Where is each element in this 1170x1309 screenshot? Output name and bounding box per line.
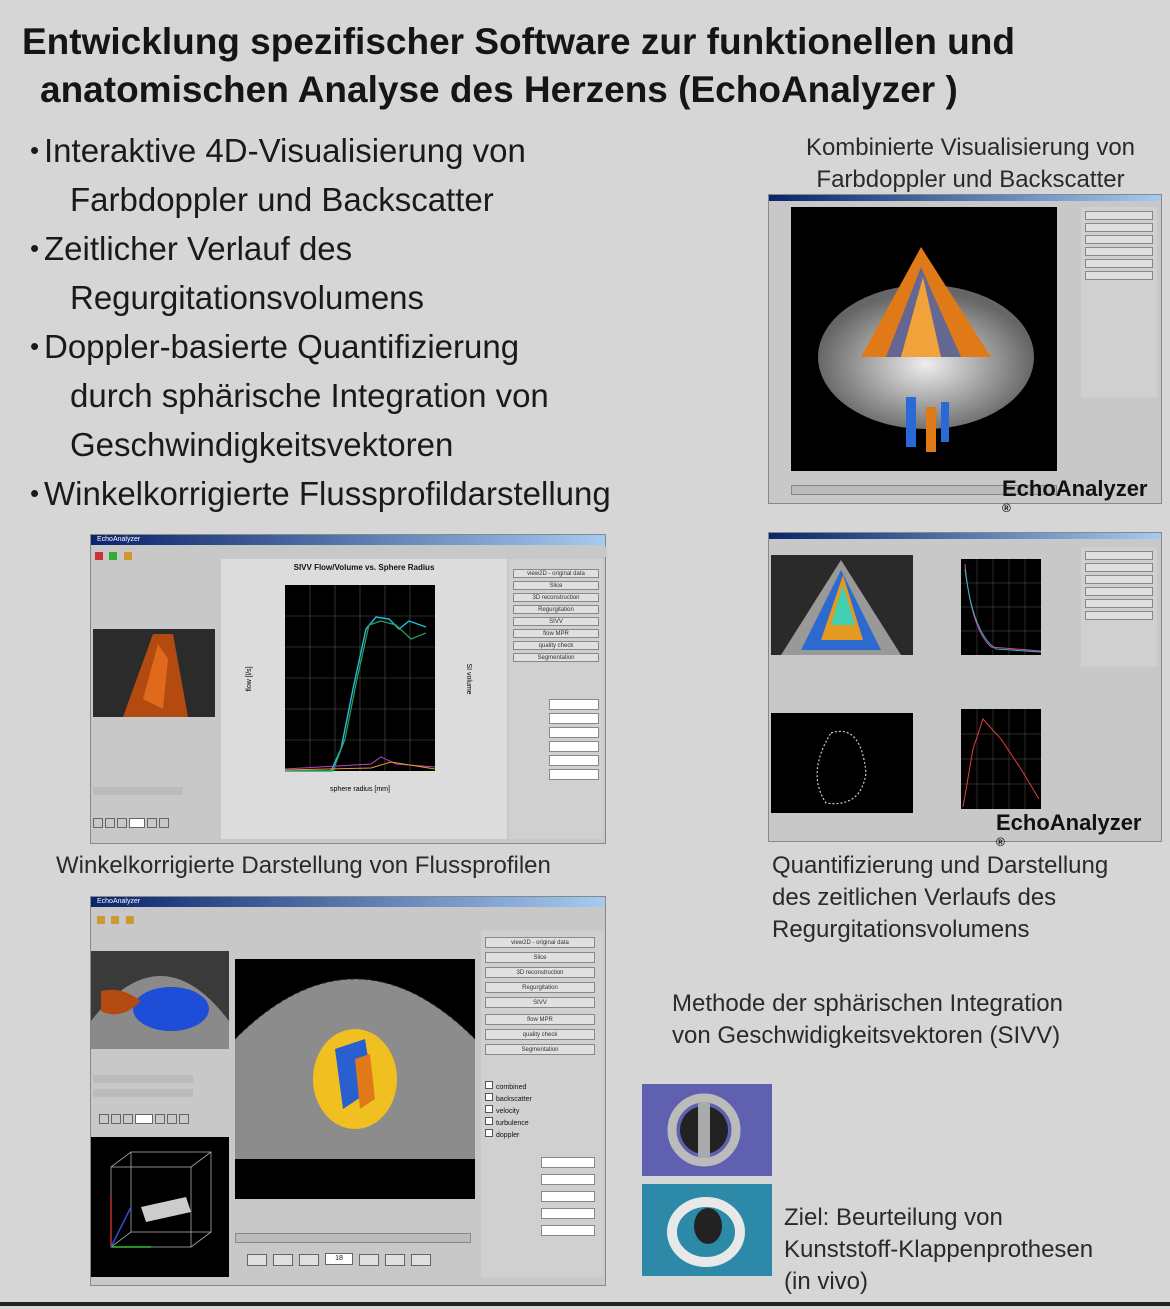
brand-logo-2: EchoAnalyzer ® bbox=[996, 810, 1142, 849]
regurgitation-button[interactable]: Regurgitation bbox=[513, 605, 599, 614]
chart-plot bbox=[221, 559, 507, 839]
window-titlebar: EchoAnalyzer bbox=[91, 897, 605, 907]
segmentation-button[interactable]: Segmentation bbox=[513, 653, 599, 662]
parameter-fields[interactable] bbox=[541, 1157, 595, 1267]
chart-panel bbox=[221, 559, 507, 839]
quality-check-button[interactable]: quality check bbox=[513, 641, 599, 650]
checkbox-turbulence[interactable]: turbulence bbox=[485, 1117, 532, 1129]
bullet-item: • Zeitlicher Verlauf des bbox=[30, 230, 353, 267]
sivv-button[interactable]: SIVV bbox=[485, 997, 595, 1008]
bullet-item: • Doppler-basierte Quantifizierung bbox=[30, 328, 520, 365]
view2d-button[interactable]: view2D - original data bbox=[513, 569, 599, 578]
title-line-2: anatomischen Analyse des Herzens (EchoAnalyzer ) bbox=[40, 69, 958, 110]
bullet-item: • Winkelkorrigierte Flussprofildarstellung bbox=[30, 475, 611, 512]
toolbar-icon[interactable] bbox=[97, 916, 105, 924]
toolbar-icon[interactable] bbox=[124, 552, 132, 560]
doppler-preview-image bbox=[93, 629, 215, 717]
bullet-continuation: Farbdoppler und Backscatter bbox=[70, 181, 494, 218]
sivv-button[interactable]: SIVV bbox=[513, 617, 599, 626]
slice-button[interactable]: Slice bbox=[485, 952, 595, 963]
toolbar-icon[interactable] bbox=[95, 552, 103, 560]
slider[interactable] bbox=[93, 1089, 193, 1097]
checkbox-combined[interactable]: combined bbox=[485, 1081, 532, 1093]
doppler-overview-image bbox=[91, 951, 229, 1049]
y-axis-label-left: flow [l/s] bbox=[246, 666, 253, 692]
panel-button[interactable] bbox=[1085, 235, 1153, 244]
panel-button[interactable] bbox=[1085, 611, 1153, 620]
panel-button[interactable] bbox=[1085, 587, 1153, 596]
slider[interactable] bbox=[93, 1075, 193, 1083]
volume-render-viewport bbox=[791, 207, 1057, 471]
combined-visualization-window bbox=[768, 194, 1162, 504]
command-panel bbox=[481, 931, 603, 1277]
caption-combined: Kombinierte Visualisierung von Farbdoppler und Backscatter bbox=[805, 134, 1136, 193]
command-panel bbox=[509, 559, 603, 839]
window-titlebar: EchoAnalyzer bbox=[91, 535, 605, 545]
panel-button[interactable] bbox=[1085, 563, 1153, 572]
caption-flow-profiles: Winkelkorrigierte Darstellung von Flussprofilen bbox=[56, 852, 551, 879]
display-mode-options bbox=[485, 1081, 532, 1141]
sivv-chart-window bbox=[90, 534, 606, 844]
x-axis-label: sphere radius [mm] bbox=[330, 786, 390, 793]
render-viewport-bottom bbox=[771, 713, 913, 813]
bottom-rule bbox=[0, 1302, 1170, 1306]
flow-profile-window bbox=[90, 896, 606, 1286]
panel-button[interactable] bbox=[1085, 259, 1153, 268]
y-axis-label-right: SI volume bbox=[465, 663, 472, 695]
flow-mpr-button[interactable]: flow MPR bbox=[485, 1014, 595, 1025]
slice-button[interactable]: Slice bbox=[513, 581, 599, 590]
checkbox-doppler[interactable]: doppler bbox=[485, 1129, 532, 1141]
frame-controls[interactable]: 18 bbox=[247, 1253, 467, 1267]
segmentation-button[interactable]: Segmentation bbox=[485, 1044, 595, 1055]
regurgitation-button[interactable]: Regurgitation bbox=[485, 982, 595, 993]
control-panel bbox=[1081, 207, 1157, 397]
3d-reconstruction-button[interactable]: 3D reconstruction bbox=[513, 593, 599, 602]
toolbar bbox=[91, 911, 607, 921]
bullet-continuation: Regurgitationsvolumens bbox=[70, 279, 425, 316]
panel-button[interactable] bbox=[1085, 599, 1153, 608]
panel-button[interactable] bbox=[1085, 211, 1153, 220]
caption-sivv: Methode der sphärischen Integration von Geschwidigkeitsvektoren (SIVV) bbox=[672, 990, 1063, 1049]
frame-slider[interactable] bbox=[235, 1233, 471, 1243]
toolbar-icon[interactable] bbox=[111, 916, 119, 924]
heart-render-image bbox=[791, 207, 1057, 471]
control-panel bbox=[1081, 547, 1157, 667]
checkbox-backscatter[interactable]: backscatter bbox=[485, 1093, 532, 1105]
toolbar-icon[interactable] bbox=[109, 552, 117, 560]
page-title bbox=[22, 18, 1152, 114]
caption-goal: Ziel: Beurteilung von Kunststoff-Klappenprothesen (in vivo) bbox=[784, 1204, 1094, 1295]
title-line-1: Entwicklung spezifischer Software zur funktionellen und bbox=[22, 21, 1015, 62]
parameter-fields[interactable] bbox=[549, 699, 599, 829]
flow-profile-viewport bbox=[235, 959, 475, 1199]
playback-controls[interactable] bbox=[93, 815, 189, 825]
panel-button[interactable] bbox=[1085, 223, 1153, 232]
3d-box-viewport bbox=[91, 1137, 229, 1277]
flow-mpr-button[interactable]: flow MPR bbox=[513, 629, 599, 638]
toolbar-icon[interactable] bbox=[126, 916, 134, 924]
valve-photo-1 bbox=[642, 1084, 772, 1176]
view2d-button[interactable]: view2D - original data bbox=[485, 937, 595, 948]
slider[interactable] bbox=[93, 787, 183, 795]
valve-photo-2 bbox=[642, 1184, 772, 1276]
playback-controls[interactable] bbox=[99, 1111, 209, 1121]
bullet-continuation: durch sphärische Integration von bbox=[70, 377, 549, 414]
checkbox-velocity[interactable]: velocity bbox=[485, 1105, 532, 1117]
brand-logo-1: EchoAnalyzer ® bbox=[1002, 476, 1148, 515]
quality-check-button[interactable]: quality check bbox=[485, 1029, 595, 1040]
regurgitation-plot-top bbox=[961, 559, 1041, 655]
panel-button[interactable] bbox=[1085, 551, 1153, 560]
bullet-continuation: Geschwindigkeitsvektoren bbox=[70, 426, 454, 463]
chart-title: SIVV Flow/Volume vs. Sphere Radius bbox=[293, 563, 435, 572]
window-titlebar bbox=[769, 533, 1161, 539]
panel-button[interactable] bbox=[1085, 247, 1153, 256]
toolbar bbox=[91, 547, 607, 557]
caption-quantification: Quantifizierung und Darstellung des zeitlichen Verlaufs des Regurgitationsvolumens bbox=[772, 852, 1109, 943]
regurgitation-plot-bottom bbox=[961, 709, 1041, 809]
render-viewport-top bbox=[771, 555, 913, 655]
window-titlebar bbox=[769, 195, 1161, 201]
3d-reconstruction-button[interactable]: 3D reconstruction bbox=[485, 967, 595, 978]
panel-button[interactable] bbox=[1085, 271, 1153, 280]
regurgitation-window bbox=[768, 532, 1162, 842]
bullet-list bbox=[30, 126, 611, 518]
bullet-item: • Interaktive 4D-Visualisierung von bbox=[30, 132, 526, 169]
panel-button[interactable] bbox=[1085, 575, 1153, 584]
